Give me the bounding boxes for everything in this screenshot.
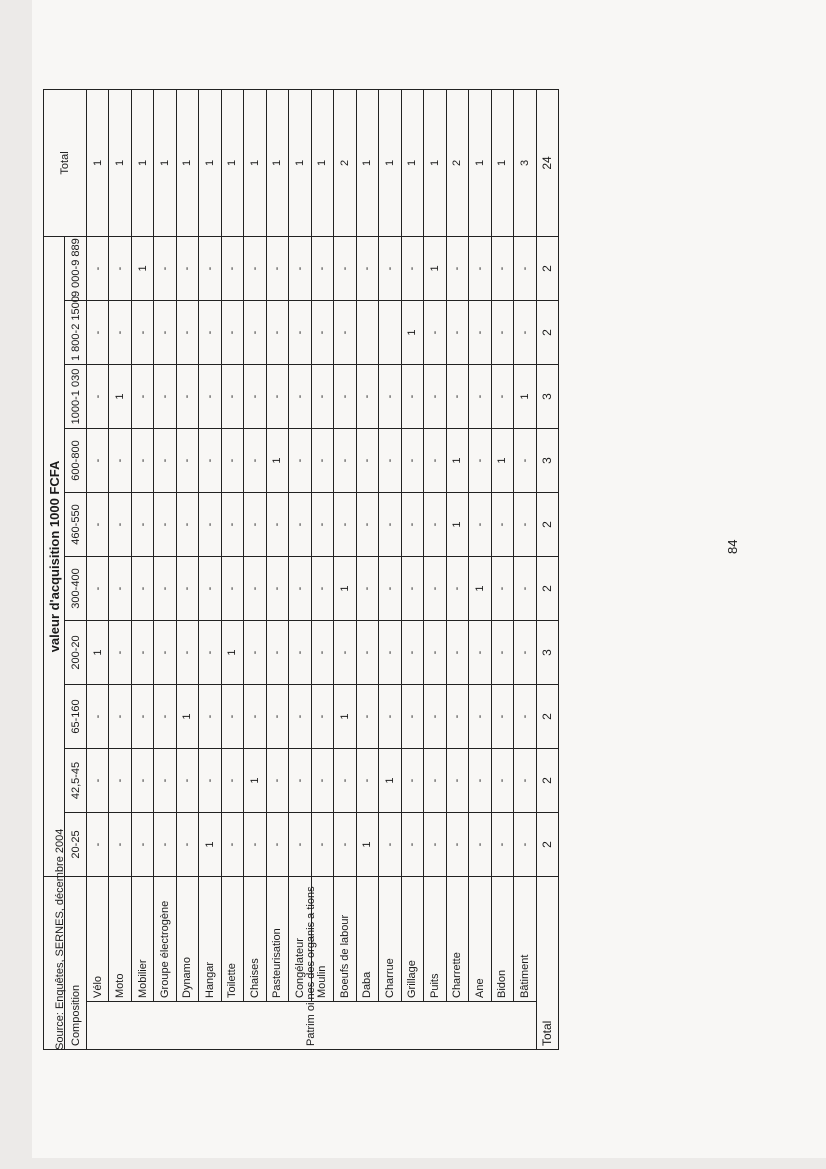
table-row [154,89,176,1049]
table-cell: - [469,301,491,365]
table-cell: - [176,813,198,877]
table-cell: - [514,749,536,813]
total-cell: 3 [536,429,559,493]
table-cell: - [514,493,536,557]
table-cell: - [289,557,311,621]
page-number: 84 [725,539,740,554]
row-label: Dynamo [176,877,198,1002]
table-cell: - [86,493,108,557]
table-cell: - [311,301,333,365]
table-cell: - [176,493,198,557]
table-cell: - [334,301,356,365]
row-label: Charrue [379,877,401,1002]
table-cell: - [154,365,176,429]
table-cell: - [221,493,243,557]
row-label: Ane [469,877,491,1002]
row-label: Bidon [491,877,513,1002]
table-cell: - [356,493,378,557]
table-cell: - [311,685,333,749]
column-header: 200-20 [65,621,86,685]
table-cell: - [109,236,131,300]
header-acquisition-value: valeur d'acquisition 1000 FCFA [44,236,65,876]
table-row [424,89,446,1049]
table-cell: - [289,301,311,365]
table-cell [379,301,401,365]
total-row [536,89,559,1049]
total-cell: 2 [536,236,559,300]
row-total: 2 [334,89,356,236]
table-cell: - [244,365,266,429]
table-cell: - [109,685,131,749]
table-cell: - [131,429,153,493]
table-cell: - [109,557,131,621]
table-cell: - [221,365,243,429]
table-cell: - [356,236,378,300]
table-cell: - [424,813,446,877]
table-cell: - [176,301,198,365]
total-cell: 2 [536,301,559,365]
row-total: 1 [221,89,243,236]
row-label: Moto [109,877,131,1002]
table-cell: - [289,493,311,557]
table-cell: - [446,813,468,877]
table-cell: - [154,493,176,557]
row-total: 1 [311,89,333,236]
table-cell: - [199,429,221,493]
total-cell: 2 [536,749,559,813]
row-label: Congélateur [289,877,311,1002]
table-cell: - [176,429,198,493]
table-cell: - [289,813,311,877]
table-cell: - [469,429,491,493]
table-cell: - [356,557,378,621]
table-cell: - [424,557,446,621]
table-cell: - [221,236,243,300]
table-cell: - [446,365,468,429]
total-cell: 2 [536,493,559,557]
table-cell: - [379,813,401,877]
table-cell: - [334,749,356,813]
column-header: 300-400 [65,557,86,621]
table-cell: - [131,493,153,557]
table-cell: - [424,429,446,493]
table-cell: - [199,493,221,557]
table-row [131,89,153,1049]
table-cell: - [131,813,153,877]
table-cell: - [401,365,423,429]
table-cell: - [379,557,401,621]
table-cell: - [199,301,221,365]
table-row [334,89,356,1049]
row-label: Puits [424,877,446,1002]
column-header: 600-800 [65,429,86,493]
table-cell: - [244,621,266,685]
table-cell: - [131,301,153,365]
row-total: 1 [469,89,491,236]
table-cell: - [446,301,468,365]
table-cell: 1 [401,301,423,365]
row-label: Moulin [311,877,333,1002]
table-cell: - [514,429,536,493]
table-cell: 1 [86,621,108,685]
table-cell: - [491,749,513,813]
table-cell: - [154,557,176,621]
table-cell: - [311,557,333,621]
table-cell: - [244,557,266,621]
table-cell: - [446,557,468,621]
table-cell: - [334,493,356,557]
table-row [401,89,423,1049]
table-cell: - [401,429,423,493]
table-cell: - [154,301,176,365]
column-header: 1 800-2 1500 [65,301,86,365]
table-cell: - [221,557,243,621]
row-label: Toilette [221,877,243,1002]
table-cell: - [514,621,536,685]
grand-total: 24 [536,89,559,236]
row-total: 1 [491,89,513,236]
table-cell: - [289,236,311,300]
table-cell: - [221,749,243,813]
table-cell: 1 [446,429,468,493]
table-cell: - [334,236,356,300]
table-cell: - [356,621,378,685]
table-cell: - [199,621,221,685]
row-label: Bâtiment [514,877,536,1002]
table-cell: 1 [244,749,266,813]
table-cell: - [244,685,266,749]
table-cell: - [514,557,536,621]
table-cell: - [266,557,288,621]
table-cell: - [221,813,243,877]
table-cell: 1 [334,685,356,749]
table-cell: - [86,749,108,813]
table-cell: - [199,236,221,300]
table-cell: - [86,685,108,749]
acquisition-value-table-wrapper [43,90,559,1050]
table-cell: - [109,813,131,877]
table-cell: - [221,685,243,749]
row-label: Groupe électrogène [154,877,176,1002]
table-cell: - [266,685,288,749]
table-cell: - [109,493,131,557]
group-label: Patrim oi nes des organis a tions [305,886,318,1046]
column-header: 20-25 [65,813,86,877]
table-cell: - [266,236,288,300]
table-cell: - [401,557,423,621]
table-cell: - [176,365,198,429]
table-cell: - [491,301,513,365]
table-cell: - [266,749,288,813]
total-cell: 2 [536,813,559,877]
total-cell: 3 [536,365,559,429]
total-cell: 2 [536,557,559,621]
table-row [199,89,221,1049]
table-cell: - [86,429,108,493]
table-cell: 1 [379,749,401,813]
table-cell: - [446,621,468,685]
table-cell: - [289,429,311,493]
table-cell: - [266,493,288,557]
table-cell: - [311,236,333,300]
table-cell: - [244,813,266,877]
table-row [109,89,131,1049]
table-cell: 1 [514,365,536,429]
table-cell: 1 [334,557,356,621]
table-cell: - [221,429,243,493]
table-cell: 1 [446,493,468,557]
table-cell: - [469,813,491,877]
table-cell: - [469,236,491,300]
table-cell: - [199,749,221,813]
table-cell: - [469,685,491,749]
total-cell: 2 [536,685,559,749]
table-cell: - [289,365,311,429]
table-cell: - [311,365,333,429]
column-header: 9 000-9 889 [65,236,86,300]
table-cell: - [154,236,176,300]
row-total: 1 [401,89,423,236]
row-total: 1 [109,89,131,236]
table-cell: - [401,749,423,813]
table-cell: - [424,621,446,685]
table-cell: - [401,621,423,685]
row-total: 1 [244,89,266,236]
column-header: 1000-1 030 [65,365,86,429]
table-cell: - [424,749,446,813]
row-label: Boeufs de labour [334,877,356,1002]
table-cell: - [86,813,108,877]
table-cell: - [221,301,243,365]
row-total: 2 [446,89,468,236]
table-cell: - [154,429,176,493]
table-cell: - [131,365,153,429]
table-cell: - [334,429,356,493]
row-label: Hangar [199,877,221,1002]
total-label: Total [536,877,559,1050]
table-cell: - [266,301,288,365]
table-row [491,89,513,1049]
table-cell: - [154,813,176,877]
row-total: 1 [289,89,311,236]
table-cell: 1 [469,557,491,621]
table-cell: - [356,685,378,749]
table-cell: - [311,621,333,685]
table-row [176,89,198,1049]
table-cell: - [176,621,198,685]
table-cell: - [154,685,176,749]
table-cell: - [86,365,108,429]
table-cell: - [514,301,536,365]
column-header: 460-550 [65,493,86,557]
table-cell [356,301,378,365]
row-total: 1 [176,89,198,236]
table-cell: - [401,685,423,749]
table-cell: - [311,493,333,557]
table-cell: - [154,749,176,813]
table-cell: 1 [131,236,153,300]
table-cell: 1 [176,685,198,749]
table-cell: - [109,621,131,685]
table-cell: - [491,621,513,685]
table-cell: 1 [109,365,131,429]
row-total: 1 [131,89,153,236]
table-cell: - [109,301,131,365]
table-row [514,89,536,1049]
table-cell: - [356,749,378,813]
table-cell: - [199,365,221,429]
table-cell: - [311,749,333,813]
table-cell: - [131,749,153,813]
header-total: Total [44,89,87,236]
table-cell: - [154,621,176,685]
table-cell: - [334,621,356,685]
table-cell: - [491,813,513,877]
row-total: 1 [266,89,288,236]
table-cell: - [469,493,491,557]
table-cell: - [109,749,131,813]
table-cell: - [86,557,108,621]
acquisition-value-table [43,89,559,1050]
table-cell: - [244,236,266,300]
row-label: Daba [356,877,378,1002]
table-cell: 1 [221,621,243,685]
table-cell: - [491,365,513,429]
table-cell: - [244,429,266,493]
table-cell: - [491,557,513,621]
table-cell: - [266,365,288,429]
table-cell: - [176,236,198,300]
table-cell: - [311,813,333,877]
table-cell: - [311,429,333,493]
row-label: Grillage [401,877,423,1002]
table-cell: - [289,685,311,749]
table-cell: - [446,236,468,300]
table-cell: - [401,493,423,557]
table-row [244,89,266,1049]
table-cell: - [199,685,221,749]
table-cell: - [334,813,356,877]
table-cell: - [491,236,513,300]
table-cell: - [514,685,536,749]
table-cell: - [446,749,468,813]
row-total: 3 [514,89,536,236]
table-cell: 1 [199,813,221,877]
table-row [221,89,243,1049]
table-cell: - [131,557,153,621]
table-cell: - [244,493,266,557]
table-cell: - [469,749,491,813]
table-cell: - [491,493,513,557]
table-row [356,89,378,1049]
row-total: 1 [356,89,378,236]
row-total: 1 [379,89,401,236]
table-cell: - [379,236,401,300]
table-cell: - [131,685,153,749]
row-label: Chaises [244,877,266,1002]
row-label: Charrette [446,877,468,1002]
table-cell: - [424,493,446,557]
table-cell: 1 [424,236,446,300]
table-cell: - [334,365,356,429]
table-cell: - [176,749,198,813]
row-label: Mobilier [131,877,153,1002]
table-cell: - [401,236,423,300]
row-label: Pasteurisation [266,877,288,1002]
row-total: 1 [86,89,108,236]
table-cell: - [356,365,378,429]
table-cell: 1 [491,429,513,493]
table-cell: - [86,236,108,300]
table-cell: - [131,621,153,685]
table-row [86,89,108,1049]
table-cell: - [379,685,401,749]
table-cell: - [289,621,311,685]
table-cell: - [176,557,198,621]
table-row [379,89,401,1049]
row-total: 1 [424,89,446,236]
table-cell: - [379,621,401,685]
table-cell: 1 [356,813,378,877]
column-header: 65-160 [65,685,86,749]
table-cell: - [424,685,446,749]
table-cell: - [244,301,266,365]
table-cell: - [424,365,446,429]
column-header: 42,5-45 [65,749,86,813]
table-cell: 1 [266,429,288,493]
table-cell: - [109,429,131,493]
table-row [266,89,288,1049]
table-cell: - [446,685,468,749]
table-cell: - [356,429,378,493]
table-cell: - [289,749,311,813]
table-cell: - [199,557,221,621]
table-row [469,89,491,1049]
table-cell: - [469,621,491,685]
table-cell: - [401,813,423,877]
table-cell: - [424,301,446,365]
table-cell: - [266,813,288,877]
table-cell: - [514,236,536,300]
table-cell: - [266,621,288,685]
table-cell: - [379,365,401,429]
row-total: 1 [154,89,176,236]
table-cell: - [379,493,401,557]
table-row [446,89,468,1049]
header-composition: Composition [65,877,86,1050]
source-note: Source: Enquêtes, SERNES, décembre 2004 [54,828,66,1050]
total-cell: 3 [536,621,559,685]
row-total: 1 [199,89,221,236]
table-cell: - [491,685,513,749]
table-cell: - [514,813,536,877]
row-label: Vélo [86,877,108,1002]
table-cell: - [379,429,401,493]
table-cell: - [86,301,108,365]
table-cell: - [469,365,491,429]
